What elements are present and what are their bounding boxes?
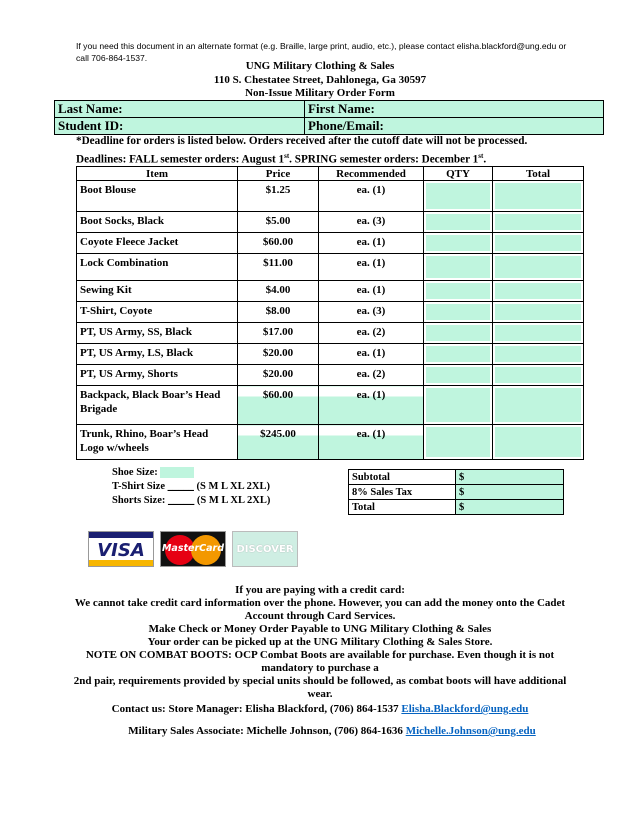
shorts-size-row bbox=[112, 494, 270, 508]
item-price: $17.00 bbox=[238, 323, 319, 344]
item-recommended: ea. (3) bbox=[319, 302, 424, 323]
item-price: $11.00 bbox=[238, 254, 319, 281]
item-row bbox=[77, 281, 584, 302]
item-row bbox=[77, 365, 584, 386]
item-qty-field[interactable] bbox=[424, 254, 493, 281]
first-name-field[interactable] bbox=[305, 101, 604, 118]
item-name: Coyote Fleece Jacket bbox=[77, 233, 238, 254]
header-total: Total bbox=[493, 167, 584, 181]
item-price: $20.00 bbox=[238, 344, 319, 365]
item-total-field[interactable] bbox=[493, 302, 584, 323]
item-recommended: ea. (1) bbox=[319, 181, 424, 212]
visa-logo: VISA bbox=[88, 531, 154, 567]
item-row bbox=[77, 344, 584, 365]
phone-email-label: Phone/Email: bbox=[308, 118, 384, 133]
tshirt-size-row bbox=[112, 480, 270, 494]
item-qty-field[interactable] bbox=[424, 344, 493, 365]
associate-email-link[interactable]: Michelle.Johnson@ung.edu bbox=[405, 725, 536, 737]
item-row bbox=[77, 425, 584, 460]
item-name: Boot Socks, Black bbox=[77, 212, 238, 233]
totals-table bbox=[348, 469, 564, 515]
item-total-field[interactable] bbox=[493, 365, 584, 386]
last-name-label: Last Name: bbox=[58, 101, 123, 116]
sales-tax-row bbox=[349, 485, 564, 500]
tshirt-size-label: T-Shirt Size bbox=[112, 481, 165, 492]
item-recommended: ea. (1) bbox=[319, 344, 424, 365]
item-name: Sewing Kit bbox=[77, 281, 238, 302]
shorts-size-label: Shorts Size: bbox=[112, 495, 166, 506]
item-name: Backpack, Black Boar’s Head Brigade bbox=[77, 386, 238, 425]
payment-info bbox=[70, 584, 570, 738]
last-name-field[interactable] bbox=[55, 101, 305, 118]
item-recommended: ea. (1) bbox=[319, 233, 424, 254]
subtotal-label: Subtotal bbox=[349, 470, 456, 485]
item-qty-field[interactable] bbox=[424, 302, 493, 323]
phone-email-field[interactable] bbox=[305, 118, 604, 135]
deadline-notice bbox=[76, 134, 527, 168]
subtotal-row bbox=[349, 470, 564, 485]
item-name: PT, US Army, Shorts bbox=[77, 365, 238, 386]
item-recommended: ea. (1) bbox=[319, 425, 424, 460]
item-total-field[interactable] bbox=[493, 233, 584, 254]
item-total-field[interactable] bbox=[493, 425, 584, 460]
total-row bbox=[349, 500, 564, 515]
item-qty-field[interactable] bbox=[424, 323, 493, 344]
item-name: Boot Blouse bbox=[77, 181, 238, 212]
shoe-size-input[interactable] bbox=[160, 467, 194, 478]
tshirt-size-options: (S M L XL 2XL) bbox=[196, 481, 271, 492]
items-table bbox=[76, 166, 584, 460]
item-qty-field[interactable] bbox=[424, 386, 493, 425]
item-qty-field[interactable] bbox=[424, 425, 493, 460]
header-item: Item bbox=[77, 167, 238, 181]
deadline-line-2: Deadlines: FALL semester orders: August 1st. SPRING semester orders: December 1st. bbox=[76, 152, 487, 166]
item-total-field[interactable] bbox=[493, 181, 584, 212]
contact-associate: Military Sales Associate: Michelle Johnson, (706) 864-1636 Michelle.Johnson@ung.edu bbox=[128, 725, 536, 737]
item-price: $8.00 bbox=[238, 302, 319, 323]
item-name: PT, US Army, LS, Black bbox=[77, 344, 238, 365]
item-total-field[interactable] bbox=[493, 254, 584, 281]
tshirt-size-input[interactable]: _____ bbox=[167, 481, 194, 492]
student-id-label: Student ID: bbox=[58, 118, 124, 133]
item-qty-field[interactable] bbox=[424, 181, 493, 212]
item-row bbox=[77, 233, 584, 254]
total-label: Total bbox=[349, 500, 456, 515]
item-recommended: ea. (3) bbox=[319, 212, 424, 233]
first-name-label: First Name: bbox=[308, 101, 375, 116]
contact-manager: Contact us: Store Manager: Elisha Blackford, (706) 864-1537 Elisha.Blackford@ung.edu bbox=[111, 703, 529, 715]
item-price: $5.00 bbox=[238, 212, 319, 233]
boots-note-2: 2nd pair, requirements provided by special units should be followed, as combat boots will have additional wear. bbox=[73, 675, 567, 700]
item-total-field[interactable] bbox=[493, 344, 584, 365]
pickup-info: Your order can be picked up at the UNG Military Clothing & Sales Store. bbox=[147, 636, 493, 648]
item-total-field[interactable] bbox=[493, 386, 584, 425]
item-recommended: ea. (1) bbox=[319, 386, 424, 425]
item-price: $1.25 bbox=[238, 181, 319, 212]
manager-email-link[interactable]: Elisha.Blackford@ung.edu bbox=[401, 703, 529, 715]
size-fields bbox=[112, 466, 270, 508]
alternate-format-notice: If you need this document in an alternate format (e.g. Braille, large print, audio, etc.), please contact elisha.blackford@ung.edu or call 706-864-1537. bbox=[76, 41, 567, 63]
shoe-size-row bbox=[112, 466, 270, 480]
header-qty: QTY bbox=[424, 167, 493, 181]
item-row bbox=[77, 181, 584, 212]
discover-logo: DISCOVER bbox=[232, 531, 298, 567]
item-name: Lock Combination bbox=[77, 254, 238, 281]
item-price: $60.00 bbox=[238, 233, 319, 254]
sales-tax-field[interactable]: $ bbox=[456, 485, 564, 500]
item-name: Trunk, Rhino, Boar’s Head Logo w/wheels bbox=[77, 425, 238, 460]
store-address: 110 S. Chestatee Street, Dahlonega, Ga 30597 bbox=[213, 74, 427, 86]
item-price: $20.00 bbox=[238, 365, 319, 386]
shoe-size-label: Shoe Size: bbox=[112, 467, 158, 478]
item-row bbox=[77, 254, 584, 281]
boots-note-1: NOTE ON COMBAT BOOTS: OCP Combat Boots are available for purchase. Even though it is not mandatory to purchase a bbox=[85, 649, 555, 674]
check-payable: Make Check or Money Order Payable to UNG Military Clothing & Sales bbox=[148, 623, 492, 635]
item-name: T-Shirt, Coyote bbox=[77, 302, 238, 323]
item-row bbox=[77, 212, 584, 233]
subtotal-field[interactable]: $ bbox=[456, 470, 564, 485]
accepted-cards bbox=[88, 529, 300, 569]
item-qty-field[interactable] bbox=[424, 212, 493, 233]
item-name: PT, US Army, SS, Black bbox=[77, 323, 238, 344]
item-qty-field[interactable] bbox=[424, 233, 493, 254]
item-price: $245.00 bbox=[238, 425, 319, 460]
item-recommended: ea. (2) bbox=[319, 323, 424, 344]
item-qty-field[interactable] bbox=[424, 281, 493, 302]
item-total-field[interactable] bbox=[493, 323, 584, 344]
item-total-field[interactable] bbox=[493, 281, 584, 302]
item-recommended: ea. (1) bbox=[319, 254, 424, 281]
item-row bbox=[77, 386, 584, 425]
shorts-size-options: (S M L XL 2XL) bbox=[196, 495, 271, 506]
item-recommended: ea. (2) bbox=[319, 365, 424, 386]
student-id-field[interactable] bbox=[55, 118, 305, 135]
item-row bbox=[77, 302, 584, 323]
store-name: UNG Military Clothing & Sales bbox=[245, 60, 395, 72]
item-price: $60.00 bbox=[238, 386, 319, 425]
payment-heading: If you are paying with a credit card: bbox=[235, 584, 405, 596]
header-price: Price bbox=[238, 167, 319, 181]
item-row bbox=[77, 323, 584, 344]
item-recommended: ea. (1) bbox=[319, 281, 424, 302]
sales-tax-label: 8% Sales Tax bbox=[349, 485, 456, 500]
item-total-field[interactable] bbox=[493, 212, 584, 233]
student-info-table bbox=[54, 100, 604, 135]
item-qty-field[interactable] bbox=[424, 365, 493, 386]
items-header-row bbox=[77, 167, 584, 181]
deadline-line-1: *Deadline for orders is listed below. Orders received after the cutoff date will not be processed. bbox=[76, 135, 528, 147]
mastercard-logo: MasterCard bbox=[160, 531, 226, 567]
phone-policy: We cannot take credit card information over the phone. However, you can add the money onto the Cadet Account through Card Services. bbox=[74, 597, 566, 622]
item-price: $4.00 bbox=[238, 281, 319, 302]
total-field[interactable]: $ bbox=[456, 500, 564, 515]
header-recommended: Recommended bbox=[319, 167, 424, 181]
shorts-size-input[interactable]: _____ bbox=[168, 495, 195, 506]
form-title: Non-Issue Military Order Form bbox=[245, 87, 395, 99]
